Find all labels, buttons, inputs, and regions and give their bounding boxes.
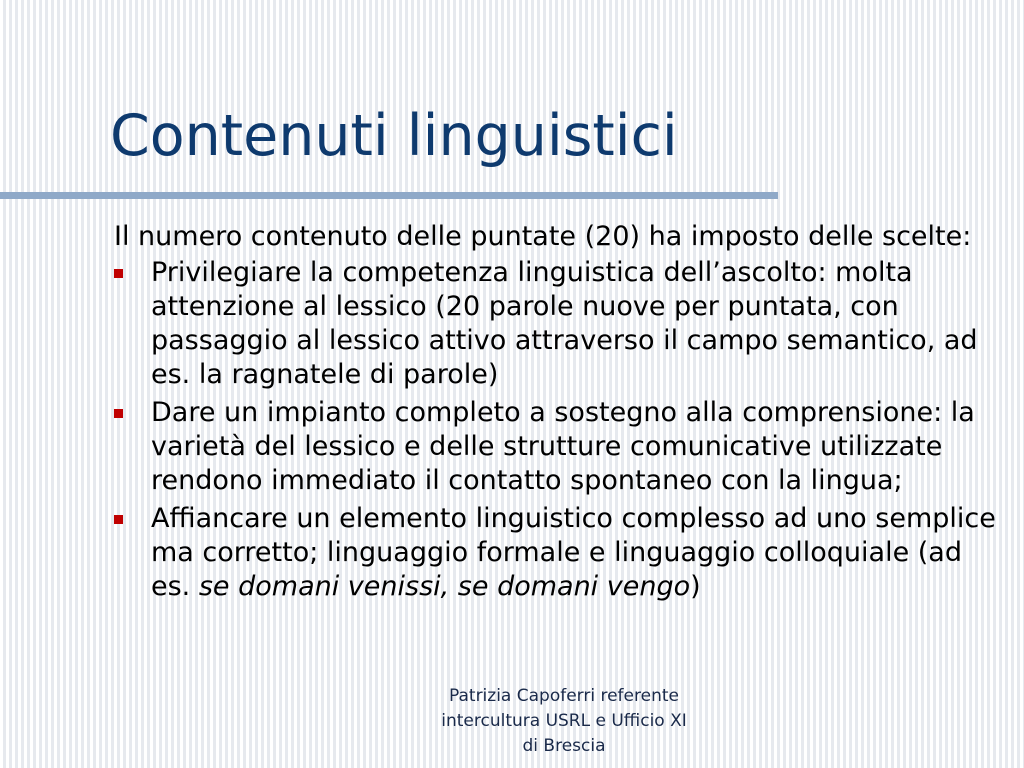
bullet-text — [151, 503, 996, 602]
list-item — [114, 256, 1009, 392]
bullet-text-before: Affiancare un elemento linguistico complesso ad uno semplice ma corretto; linguaggio formale e linguaggio colloquiale (ad es. — [151, 503, 996, 602]
footer-author: Patrizia Capoferri referente intercultura USRL e Ufficio XI di Brescia — [441, 686, 687, 756]
bullet-text: Privilegiare la competenza linguistica dell’ascolto: molta attenzione al lessico (20 parole nuove per puntata, con passaggio al lessico attivo attraverso il campo semantico, ad es. la ragnatele di parole) — [151, 257, 978, 390]
square-bullet-icon — [114, 409, 123, 418]
intro-text: Il numero contenuto delle puntate (20) ha imposto delle scelte: — [114, 221, 972, 252]
list-item — [114, 396, 1009, 498]
bullet-text-after: ) — [690, 571, 701, 602]
bullet-list — [114, 256, 1009, 604]
slide-body — [114, 220, 1009, 608]
title-underline — [0, 192, 778, 199]
list-item — [114, 502, 1009, 604]
bullet-example-italic: se domani venissi, se domani vengo — [198, 571, 691, 602]
bullet-text: Dare un impianto completo a sostegno alla comprensione: la varietà del lessico e delle strutture comunicative utilizzate rendono immediato il contatto spontaneo con la lingua; — [151, 397, 975, 496]
square-bullet-icon — [114, 269, 123, 278]
square-bullet-icon — [114, 515, 123, 524]
slide-title: Contenuti linguistici — [110, 103, 678, 169]
